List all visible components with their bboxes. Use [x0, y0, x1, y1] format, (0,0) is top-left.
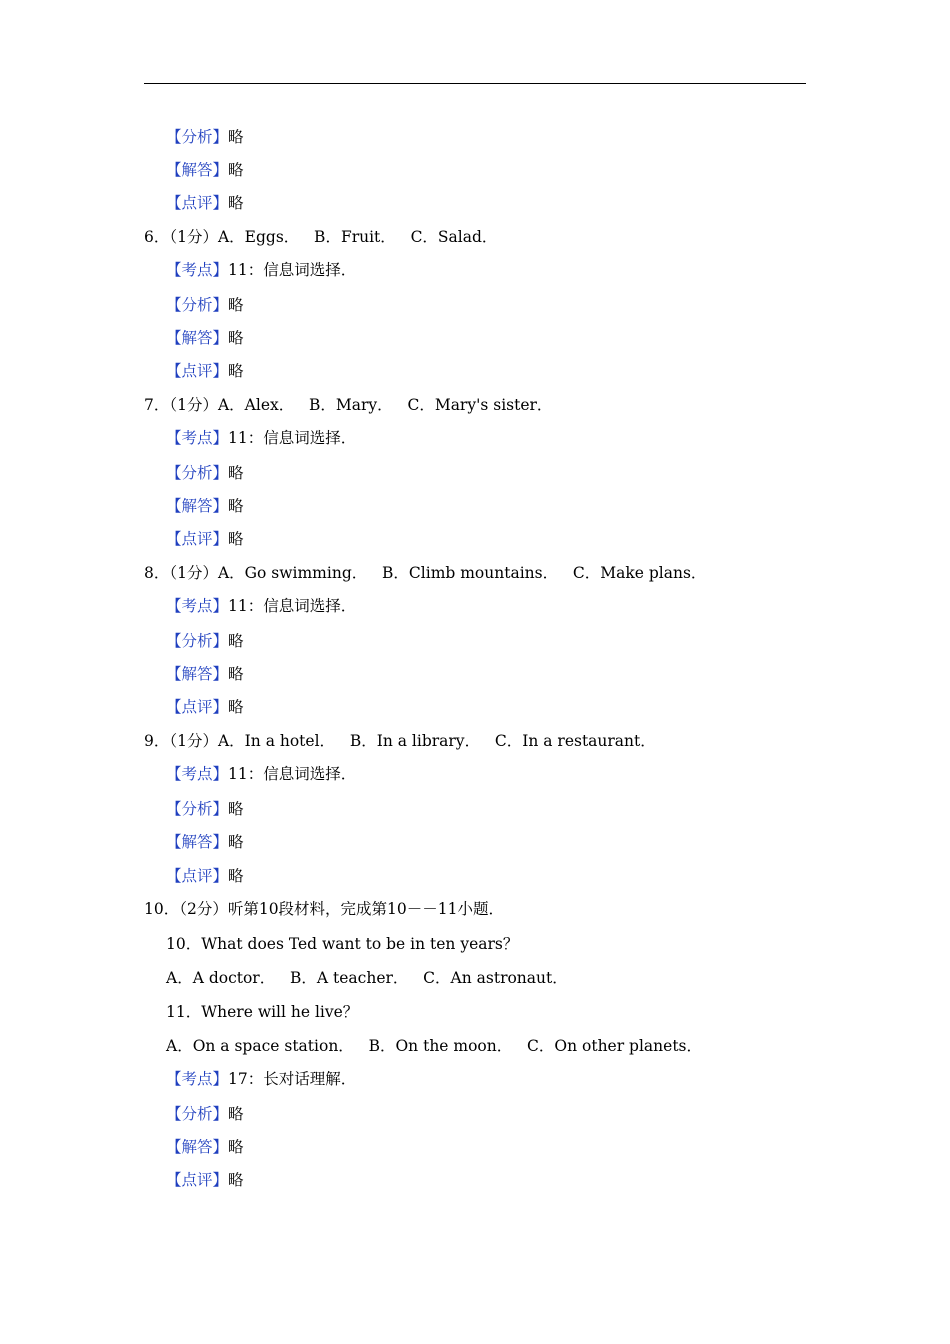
annotation-tag: 【考点】 [166, 429, 229, 447]
annotation-text: 略 [228, 632, 244, 650]
annotation-text: 11：信息词选择． [228, 261, 357, 279]
annotation-tag: 【解答】 [166, 665, 229, 683]
annotation-tag: 【分析】 [166, 296, 229, 314]
question-line: 10．（2分）听第10段材料，完成第10－－11小题． [144, 900, 505, 918]
sub-question-line: 11．Where will he live？ [166, 1003, 359, 1021]
header-rule [144, 83, 806, 84]
annotation-line [166, 866, 244, 886]
annotation-text: 略 [228, 1105, 244, 1123]
annotation-tag: 【考点】 [166, 261, 229, 279]
annotation-line [166, 428, 356, 448]
annotation-tag: 【点评】 [166, 530, 229, 548]
annotation-text: 略 [228, 867, 244, 885]
annotation-text: 略 [228, 194, 244, 212]
annotation-line [166, 295, 244, 315]
annotation-line [166, 496, 244, 516]
annotation-text: 略 [228, 1171, 244, 1189]
annotation-line [166, 764, 356, 784]
annotation-text: 略 [228, 800, 244, 818]
annotation-tag: 【分析】 [166, 800, 229, 818]
annotation-tag: 【解答】 [166, 1138, 229, 1156]
annotation-tag: 【解答】 [166, 161, 229, 179]
annotation-tag: 【解答】 [166, 497, 229, 515]
annotation-text: 略 [228, 1138, 244, 1156]
annotation-line [166, 463, 244, 483]
annotation-line [166, 799, 244, 819]
annotation-tag: 【考点】 [166, 765, 229, 783]
annotation-line [166, 631, 244, 651]
question-line: 6．（1分）A．Eggs． B．Fruit． C．Salad． [144, 228, 498, 246]
annotation-text: 略 [228, 530, 244, 548]
annotation-text: 略 [228, 698, 244, 716]
annotation-tag: 【分析】 [166, 1105, 229, 1123]
annotation-line [166, 529, 244, 549]
annotation-text: 17：长对话理解． [228, 1070, 357, 1088]
question-line: 8．（1分）A．Go swimming． B．Climb mountains． C．Make plans． [144, 564, 707, 582]
annotation-line [166, 260, 356, 280]
sub-question-line: 10．What does Ted want to be in ten years？ [166, 935, 519, 953]
annotation-tag: 【分析】 [166, 632, 229, 650]
annotation-line [166, 160, 244, 180]
annotation-tag: 【解答】 [166, 329, 229, 347]
annotation-line [166, 1069, 356, 1089]
annotation-tag: 【点评】 [166, 698, 229, 716]
annotation-text: 略 [228, 497, 244, 515]
annotation-text: 略 [228, 362, 244, 380]
annotation-text: 11：信息词选择． [228, 429, 357, 447]
annotation-tag: 【考点】 [166, 597, 229, 615]
annotation-line [166, 596, 356, 616]
annotation-text: 略 [228, 329, 244, 347]
annotation-text: 11：信息词选择． [228, 765, 357, 783]
annotation-line [166, 1137, 244, 1157]
annotation-line [166, 328, 244, 348]
annotation-text: 略 [228, 665, 244, 683]
annotation-tag: 【点评】 [166, 867, 229, 885]
annotation-tag: 【点评】 [166, 194, 229, 212]
annotation-text: 11：信息词选择． [228, 597, 357, 615]
annotation-tag: 【解答】 [166, 833, 229, 851]
question-line: 7．（1分）A．Alex． B．Mary． C．Mary's sister． [144, 396, 553, 414]
annotation-text: 略 [228, 833, 244, 851]
question-line: 9．（1分）A．In a hotel． B．In a library． C．In a restaurant． [144, 732, 656, 750]
annotation-tag: 【点评】 [166, 1171, 229, 1189]
annotation-line [166, 1104, 244, 1124]
annotation-line [166, 361, 244, 381]
annotation-text: 略 [228, 296, 244, 314]
annotation-tag: 【点评】 [166, 362, 229, 380]
annotation-text: 略 [228, 128, 244, 146]
annotation-line [166, 832, 244, 852]
annotation-line [166, 127, 244, 147]
annotation-text: 略 [228, 161, 244, 179]
annotation-text: 略 [228, 464, 244, 482]
annotation-tag: 【分析】 [166, 464, 229, 482]
annotation-line [166, 697, 244, 717]
annotation-line [166, 1170, 244, 1190]
annotation-tag: 【考点】 [166, 1070, 229, 1088]
annotation-line [166, 193, 244, 213]
annotation-line [166, 664, 244, 684]
sub-question-line: A．A doctor． B．A teacher． C．An astronaut． [166, 969, 568, 987]
sub-question-line: A．On a space station． B．On the moon． C．On other planets． [166, 1037, 703, 1055]
annotation-tag: 【分析】 [166, 128, 229, 146]
